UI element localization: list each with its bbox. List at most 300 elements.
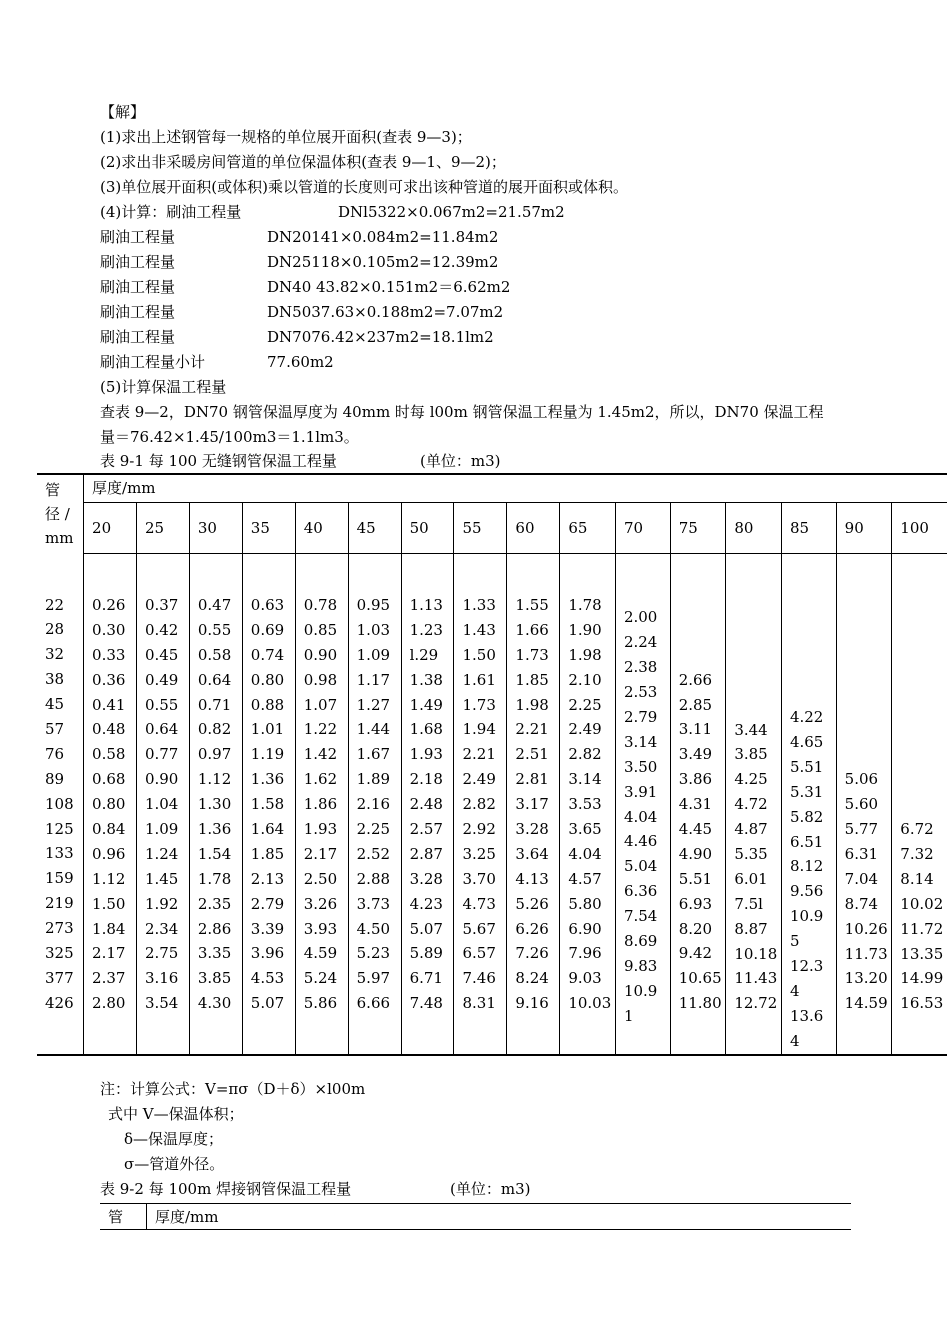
table-cell: 2.49 [568,720,602,739]
table-cell: 3.73 [356,894,391,913]
table-cell: 2.80 [92,994,126,1013]
table-cell: 5.31 [789,782,824,801]
table-cell: 3.44 [734,720,768,739]
table-cell: 1.73 [462,695,496,714]
thickness-column [454,554,507,1055]
table-cell: 0.36 [92,670,126,689]
thickness-column [892,554,947,1055]
table-cell: 0.49 [144,670,179,689]
table-cell: 7.5l [734,894,763,913]
table-cell: 0.58 [92,745,126,764]
table-cell: 5.80 [568,894,602,913]
table-cell: 1.93 [409,745,443,764]
diameter-value: 377 [45,968,74,987]
table-cell: 10.26 [844,919,888,938]
calc-row-label: 刷油工程量 [100,328,176,346]
table-cell: 9.42 [678,944,713,963]
table-cell: 2.52 [356,844,391,863]
paragraph-line-2: 量＝76.42×1.45/100m3＝1.1lm3。 [100,428,359,446]
table2-diameter-header: 管 [100,1204,147,1230]
table-cell: 5.06 [844,770,879,789]
table-cell: 4.30 [197,994,232,1013]
table-cell: 1.58 [250,795,285,814]
table-cell: 0.64 [197,670,232,689]
table-cell: 5.97 [356,969,391,988]
table-cell: 1.12 [92,869,126,888]
table-cell: 3.25 [462,844,496,863]
table-cell: l.29 [409,645,439,664]
thickness-header-cell: 35 [242,503,295,554]
table-cell: 4.65 [789,732,824,751]
diameter-value: 28 [45,620,65,639]
table-cell: 2.25 [568,695,602,714]
table-cell: 1.36 [197,820,232,839]
table-cell: 0.55 [144,695,179,714]
table-cell: 3.49 [678,745,713,764]
table2-unit: (单位：m3) [450,1180,531,1198]
table-cell: 7.54 [623,907,658,926]
table2-caption-text: 表 9-2 每 100m 焊接钢管保温工程量 [100,1180,352,1198]
table-cell: 1.17 [356,670,391,689]
table-cell: 1.13 [409,596,443,614]
table-cell: 4.23 [409,894,443,913]
diameter-value: 325 [45,943,74,962]
table-cell: 0.80 [250,670,285,689]
table-cell: 5.23 [356,944,391,963]
table-cell: 2.49 [462,770,496,789]
table-cell: 2.17 [92,944,126,963]
table-cell: 1.22 [303,720,338,739]
calc-row [100,277,511,297]
table-cell: 6.01 [734,869,768,888]
table-cell: 1.73 [515,645,549,664]
table-cell: 2.21 [462,745,496,764]
calc-row-value: DN25118×0.105m2=12.39m2 [267,253,499,271]
table-cell: 0.77 [144,745,179,764]
table-cell: 6.36 [623,882,658,901]
paragraph-line-1: 查表 9—2，DN70 钢管保温厚度为 40mm 时每 l00m 钢管保温工程量为 1.45m2，所以，DN70 保温工程 [100,403,824,421]
table1 [37,473,947,1056]
table-cell: 4.13 [515,869,549,888]
table-cell: 7.04 [844,869,879,888]
thickness-header-cell: 80 [726,503,782,554]
diameter-value: 38 [45,670,65,689]
thickness-column [670,554,726,1055]
table-cell: 13.20 [844,969,888,988]
table-cell: 5.07 [250,994,285,1013]
table-cell: 2.86 [197,919,232,938]
table-cell: 3.86 [678,770,713,789]
table-cell: 8.20 [678,919,713,938]
thickness-header-cell: 40 [295,503,348,554]
table-cell: 1.78 [197,869,232,888]
table-cell: 2.48 [409,795,443,814]
table-cell: 5.82 [789,807,824,826]
table-cell: 5.35 [734,844,768,863]
table-cell: 11.80 [678,994,722,1013]
table-cell: 1.98 [568,645,602,664]
thickness-column [295,554,348,1055]
thickness-column [781,554,836,1055]
table-cell: 0.96 [92,844,126,863]
table-cell: 1.09 [144,820,179,839]
thickness-header-cell: 30 [189,503,242,554]
table-cell: 12.3 [789,956,824,975]
table-cell: 0.69 [250,620,285,639]
calc-intro-value: DNl5322×0.067m2=21.57m2 [338,203,565,221]
table-cell: 1.04 [144,795,179,814]
thickness-column [84,554,137,1055]
table-cell: 3.28 [409,869,443,888]
table-cell: 3.64 [515,844,549,863]
table-cell: 8.31 [462,994,496,1013]
calc-row-value: DN5037.63×0.188m2=7.07m2 [267,303,504,321]
table-cell: 1.36 [250,770,285,789]
table1-unit: (单位：m3) [420,452,501,470]
table-cell: 0.45 [144,645,179,664]
table-cell: 10.9 [789,907,824,926]
table-cell: 0.37 [144,596,179,614]
thickness-header-cell: 50 [401,503,454,554]
table2 [100,1203,851,1230]
table-cell: 5.60 [844,795,879,814]
calc-row-label: 刷油工程量小计 [100,353,206,371]
calc-row-label: 刷油工程量 [100,228,176,246]
thickness-header-cell: 55 [454,503,507,554]
table-cell: 0.47 [197,596,232,614]
calc-row [100,352,334,372]
table-cell: 4.25 [734,770,768,789]
table-cell: 14.99 [900,969,944,988]
thickness-column [726,554,782,1055]
table-cell: 9.56 [789,882,824,901]
note-line-2: 式中 V—保温体积； [108,1105,244,1123]
table-cell: 3.85 [734,745,768,764]
table-cell: 1.66 [515,620,549,639]
table-cell: 0.33 [92,645,126,664]
table-cell: 6.71 [409,969,443,988]
table-cell: 8.69 [623,932,658,951]
table-cell: 0.95 [356,596,391,614]
table-cell: 1.09 [356,645,391,664]
table-cell: 6.57 [462,944,496,963]
table-cell: 0.98 [303,670,338,689]
table-cell: 1.90 [568,620,602,639]
table-cell: 0.88 [250,695,285,714]
table-cell: 3.16 [144,969,179,988]
table-cell: 2.37 [92,969,126,988]
table-cell: 2.85 [678,695,713,714]
table-cell: 0.68 [92,770,126,789]
thickness-header-cell: 85 [781,503,836,554]
table-cell: 1.92 [144,894,179,913]
table-cell: 3.14 [568,770,602,789]
table-cell: 5.04 [623,857,658,876]
table-cell: 3.50 [623,757,658,776]
table-cell: 3.96 [250,944,285,963]
table1-diameter-header [37,474,84,554]
table-cell: 3.93 [303,919,338,938]
table-cell: 1.24 [144,844,179,863]
table1-caption [100,451,501,471]
table-cell: 7.48 [409,994,443,1013]
thickness-header-cell: 45 [348,503,401,554]
thickness-column [348,554,401,1055]
table-cell: 3.53 [568,795,602,814]
calc-intro-label: (4)计算：刷油工程量 [100,203,242,221]
table-cell: 3.26 [303,894,338,913]
table-cell: 4.45 [678,820,713,839]
table-cell: 4.31 [678,795,713,814]
table-cell: 1.42 [303,745,338,764]
thickness-column [189,554,242,1055]
thickness-header-cell: 20 [84,503,137,554]
step-1: (1)求出上述钢管每一规格的单位展开面积(查表 9—3)； [100,128,472,146]
table-cell: 1.98 [515,695,549,714]
table-cell: 2.81 [515,770,549,789]
table-cell: 4 [789,1031,800,1050]
thickness-header-cell: 75 [670,503,726,554]
table-cell: 4.04 [623,807,658,826]
table-cell: 0.90 [303,645,338,664]
table-cell: 13.35 [900,944,944,963]
diameter-value: 32 [45,645,65,664]
table-cell: 2.88 [356,869,391,888]
table-cell: 1.38 [409,670,443,689]
diameter-value: 22 [45,595,65,614]
table-cell: 5.89 [409,944,443,963]
table-cell: 2.24 [623,633,658,652]
table-cell: 5.77 [844,820,879,839]
table-cell: 3.70 [462,869,496,888]
calc-row [100,327,494,347]
thickness-column [242,554,295,1055]
diameter-value: 89 [45,769,65,788]
table-cell: 1.54 [197,844,232,863]
table2-thickness-header: 厚度/mm [147,1204,852,1230]
table-cell: 0.78 [303,596,338,614]
table-cell: 2.38 [623,658,658,677]
table-cell: 0.30 [92,620,126,639]
calc-row-value: DN20141×0.084m2=11.84m2 [267,228,499,246]
table-cell: 3.85 [197,969,232,988]
table-cell: 4.59 [303,944,338,963]
table-cell: 2.16 [356,795,391,814]
table-cell: 2.00 [623,608,658,627]
table-cell: 2.57 [409,820,443,839]
solution-heading: 【解】 [100,103,146,121]
table-cell: 3.17 [515,795,549,814]
table-cell: 4.90 [678,844,713,863]
diameter-value: 76 [45,744,65,763]
table-cell: 0.42 [144,620,179,639]
thickness-header-cell: 100 [892,503,947,554]
table-cell: 4.57 [568,869,602,888]
table-cell: 2.92 [462,820,496,839]
table1-thickness-header: 厚度/mm [84,474,947,503]
table-cell: 2.53 [623,683,658,702]
table-cell: 1.78 [568,596,602,614]
table-cell: 1.94 [462,720,496,739]
table-cell: 5.51 [789,757,824,776]
thickness-header-cell: 90 [836,503,892,554]
table-cell: 2.79 [250,894,285,913]
table-cell: 5.07 [409,919,443,938]
table-cell: 1.19 [250,745,285,764]
table-cell: 0.55 [197,620,232,639]
diameter-value: 45 [45,695,65,714]
diam-header-3: mm [45,529,74,547]
table-cell: 0.63 [250,596,285,614]
table-cell: 6.72 [900,820,934,839]
thickness-column [401,554,454,1055]
table-cell: 2.66 [678,670,713,689]
diameter-value: 219 [45,894,74,913]
table-cell: 2.87 [409,844,443,863]
diameter-value: 273 [45,919,74,938]
table-cell: 8.87 [734,919,768,938]
table-cell: 3.14 [623,732,658,751]
table-cell: 3.54 [144,994,179,1013]
table-cell: 5.26 [515,894,549,913]
table-cell: 14.59 [844,994,888,1013]
table-cell: 11.73 [844,944,888,963]
thickness-column [836,554,892,1055]
table-cell: 6.66 [356,994,391,1013]
thickness-header-cell: 25 [136,503,189,554]
table-cell: 5 [789,932,800,951]
table-cell: 5.86 [303,994,338,1013]
table-cell: 1.12 [197,770,232,789]
table-cell: 2.10 [568,670,602,689]
table-cell: 1.50 [462,645,496,664]
table-cell: 8.74 [844,894,879,913]
table-cell: 1.30 [197,795,232,814]
table-cell: 4.46 [623,832,658,851]
table-cell: 4 [789,981,800,1000]
table-cell: 1.07 [303,695,338,714]
table-cell: 10.18 [734,944,778,963]
table-cell: 0.97 [197,745,232,764]
table-cell: 4.22 [789,708,824,727]
table-cell: 0.64 [144,720,179,739]
table-cell: 10.02 [900,894,944,913]
table-cell: 2.17 [303,844,338,863]
table-cell: 1.93 [303,820,338,839]
table-cell: 2.79 [623,708,658,726]
table-cell: 2.18 [409,770,443,789]
table-cell: 1.61 [462,670,496,689]
table-cell: 1.89 [356,770,391,789]
table-cell: 9.83 [623,956,658,975]
calc-row [100,252,499,272]
table-cell: 2.75 [144,944,179,963]
table-cell: 6.31 [844,844,879,863]
table-cell: 6.93 [678,894,713,913]
table1-diameter-column [37,554,84,1055]
table-cell: 5.51 [678,869,713,888]
calc-row-label: 刷油工程量 [100,278,176,296]
table-cell: 1.23 [409,620,443,639]
thickness-header-cell: 65 [560,503,616,554]
table-cell: 3.35 [197,944,232,963]
note-line-1: 注：计算公式：V=πσ（D＋δ）×l00m [100,1080,366,1098]
step-3: (3)单位展开面积(或体积)乘以管道的长度则可求出该种管道的展开面积或体积。 [100,178,628,196]
table-cell: 4.87 [734,820,768,839]
table-cell: 1.55 [515,596,549,614]
table-cell: 4.50 [356,919,391,938]
table-cell: 1.64 [250,820,285,839]
table-cell: 0.82 [197,720,232,739]
table-cell: 6.26 [515,919,549,938]
table-cell: 1.85 [515,670,549,689]
table-cell: 1.27 [356,695,391,714]
table-cell: 2.13 [250,869,285,888]
table-cell: 1.33 [462,596,496,614]
table-cell: 1.85 [250,844,285,863]
table-cell: 4.72 [734,795,768,814]
table1-caption-text: 表 9-1 每 100 无缝钢管保温工程量 [100,452,337,470]
table-cell: 0.41 [92,695,126,714]
table-cell: 9.16 [515,994,549,1013]
table-cell: 2.51 [515,745,549,764]
table-cell: 4.04 [568,844,602,863]
table-cell: 1.50 [92,894,126,913]
calc-row [100,227,499,247]
table-cell: 6.90 [568,919,602,938]
table-cell: 5.24 [303,969,338,988]
table-cell: 0.26 [92,596,126,614]
table-cell: 10.03 [568,994,612,1013]
table-cell: 0.85 [303,620,338,639]
table-cell: 2.82 [462,795,496,814]
table-cell: 3.28 [515,820,549,839]
table-cell: 10.65 [678,969,722,988]
calc-row-label: 刷油工程量 [100,303,176,321]
table-cell: 10.9 [623,981,658,1000]
table-cell: 0.74 [250,645,285,664]
table-cell: 5.67 [462,919,496,938]
table-cell: 2.35 [197,894,232,913]
table-cell: 7.96 [568,944,602,963]
table-cell: 3.39 [250,919,285,938]
diam-header-2: 径 / [45,505,70,523]
table-cell: 1.84 [92,919,126,938]
table-cell: 8.14 [900,869,934,888]
table-cell: 2.25 [356,820,391,839]
diameter-value: 133 [45,844,74,863]
table-cell: 2.50 [303,869,338,888]
table-cell: 0.48 [92,720,126,739]
table-cell: 7.26 [515,944,549,963]
table-cell: 1.49 [409,695,443,714]
table-cell: 0.58 [197,645,232,664]
table-cell: 4.53 [250,969,285,988]
table-cell: 1.86 [303,795,338,814]
diam-header-1: 管 [45,481,61,499]
diameter-value: 426 [45,993,74,1012]
diameter-value: 159 [45,869,74,888]
table-cell: 6.51 [789,832,824,851]
calc-intro [100,202,565,222]
table-cell: 16.53 [900,994,944,1013]
table-cell: 1 [623,1006,634,1025]
calc-row-label: 刷油工程量 [100,253,176,271]
diameter-value: 125 [45,819,74,838]
step-2: (2)求出非采暖房间管道的单位保温体积(查表 9—1、9—2)； [100,153,506,171]
thickness-column [507,554,560,1055]
table-cell: 1.44 [356,720,391,739]
